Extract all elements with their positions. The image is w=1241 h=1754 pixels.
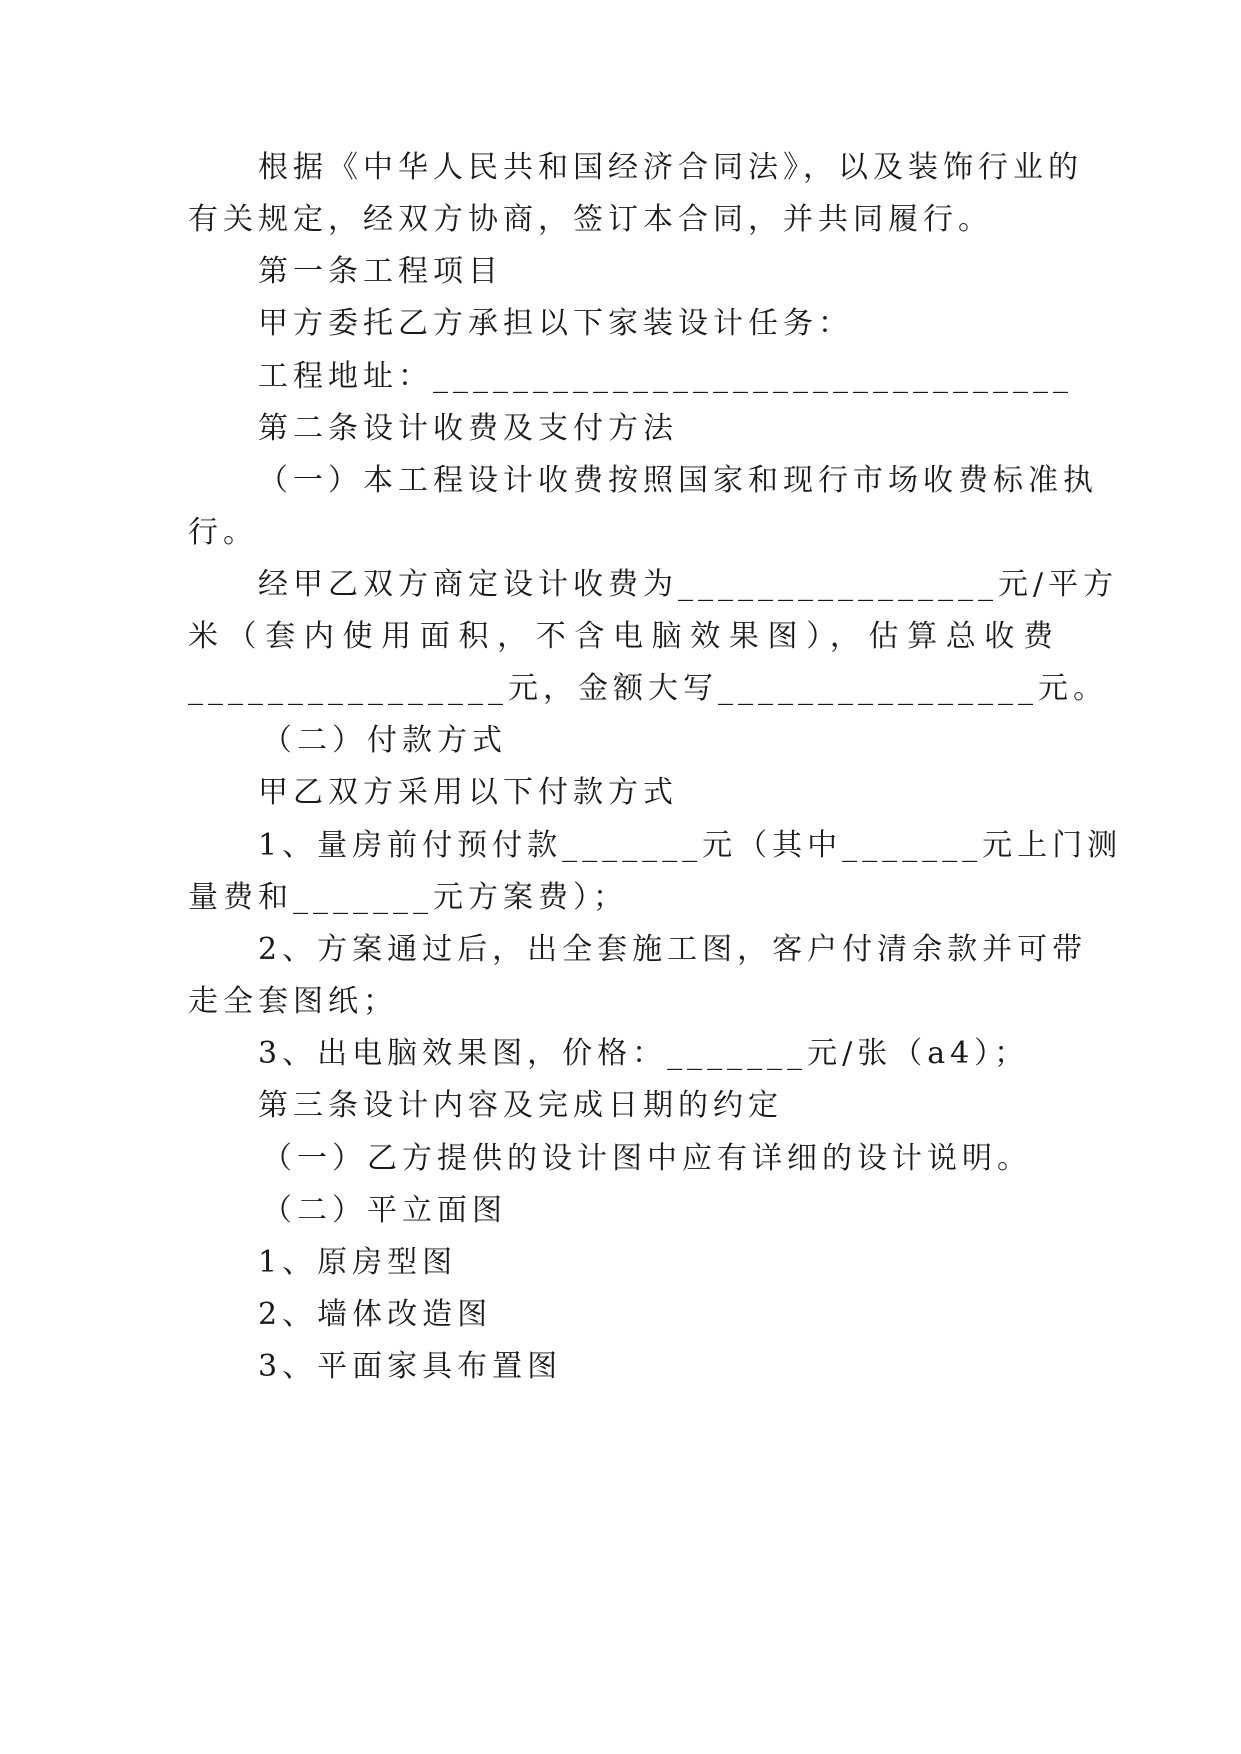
paragraph-entrust: 甲方委托乙方承担以下家装设计任务： [258,306,853,341]
payment-item-2-line-1: 2、方案通过后，出全套施工图，客户付清余款并可带 [258,932,1088,967]
payment-item-1-line-2: 量费和_______元方案费）； [188,880,628,915]
fee-standard-line-2: 行。 [188,515,258,550]
fee-standard-line-1: （一）本工程设计收费按照国家和现行市场收费标准执 [258,463,1098,498]
paragraph-intro-line-1: 根据《中华人民共和国经济合同法》，以及装饰行业的 [258,150,1083,185]
payment-item-2-line-2: 走全套图纸； [188,984,398,1019]
drawing-list-item-1: 1、原房型图 [258,1245,458,1280]
paragraph-intro-line-2: 有关规定，经双方协商，签订本合同，并共同履行。 [188,202,993,237]
drawing-list-item-2: 2、墙体改造图 [258,1297,493,1332]
design-content-item-1: （一）乙方提供的设计图中应有详细的设计说明。 [262,1141,1032,1176]
article-three-heading: 第三条设计内容及完成日期的约定 [258,1088,783,1123]
payment-item-3: 3、出电脑效果图，价格：_______元/张（a4）； [258,1036,1030,1071]
payment-item-1-line-1: 1、量房前付预付款_______元（其中_______元上门测 [258,828,1123,863]
fee-amount-line-2: 米（套内使用面积，不含电脑效果图），估算总收费 [188,619,1058,654]
drawing-list-item-3: 3、平面家具布置图 [258,1349,563,1384]
payment-method-intro: 甲乙双方采用以下付款方式 [258,775,678,810]
fee-amount-line-3: ________________元，金额大写________________元。 [188,671,1108,706]
project-address-field: 工程地址：________________________________ [258,359,1073,394]
design-content-item-2: （二）平立面图 [262,1193,507,1228]
article-one-heading: 第一条工程项目 [258,254,503,289]
article-two-heading: 第二条设计收费及支付方法 [258,411,678,446]
payment-method-heading: （二）付款方式 [262,723,507,758]
fee-amount-line-1: 经甲乙双方商定设计收费为________________元/平方 [258,567,1119,602]
